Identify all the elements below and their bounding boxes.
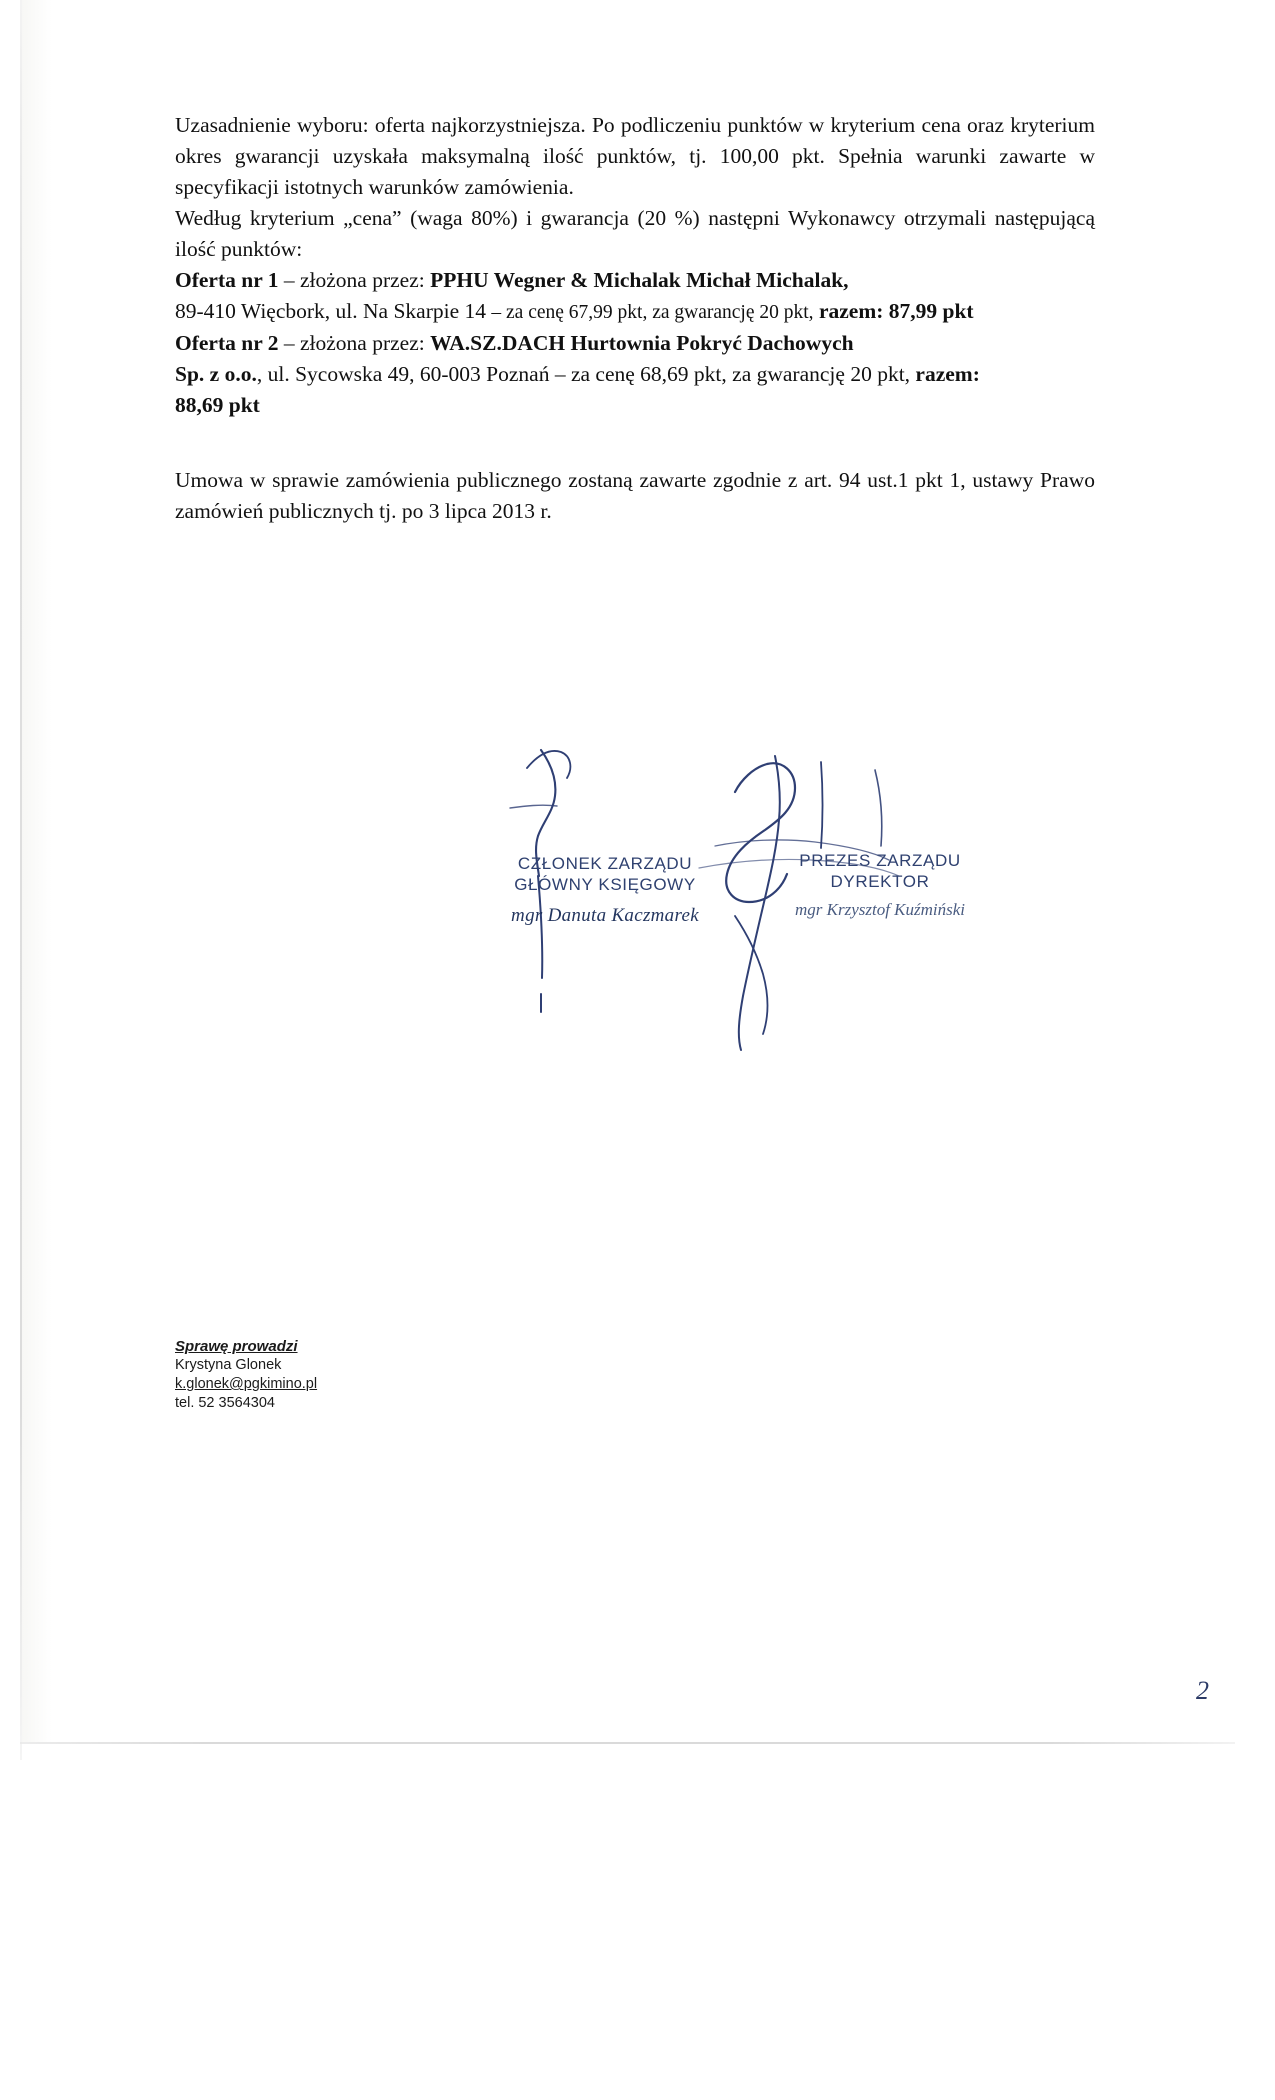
- paragraph-justification: Uzasadnienie wyboru: oferta najkorzystniejsza. Po podliczeniu punktów w kryterium cena oraz kryterium okres gwarancji uzyskała maksymalną ilość punktów, tj. 100,00 pkt. Spełnia warunki zawarte w specyfikacji istotnych warunków zamówienia.: [175, 113, 1095, 199]
- scan-edge-left: [20, 0, 22, 1760]
- offer-2-company-suffix: Sp. z o.o.: [175, 362, 257, 386]
- signature-zone: [175, 750, 1095, 1110]
- offer-1-label: Oferta nr 1: [175, 268, 279, 292]
- offer-2-company: WA.SZ.DACH Hurtownia Pokryć Dachowych: [430, 331, 854, 355]
- offer-1-dash: – złożona przez:: [283, 268, 425, 292]
- offer-1-company: PPHU Wegner & Michalak Michał Michalak,: [430, 268, 849, 292]
- offers-list: [175, 265, 1095, 421]
- signature-right-role-line1: PREZES ZARZĄDU: [799, 851, 961, 870]
- signature-right-role-line2: DYREKTOR: [830, 872, 930, 891]
- signature-left-name: mgr Danuta Kaczmarek: [511, 905, 699, 926]
- footer-person: Krystyna Glonek: [175, 1357, 282, 1373]
- page-number: 2: [1196, 1676, 1209, 1705]
- footer-lead: Sprawę prowadzi: [175, 1338, 298, 1355]
- document-body: [175, 110, 1095, 926]
- offer-1-price: – za cenę 67,99 pkt, za gwarancję 20 pkt,: [491, 302, 814, 323]
- signature-left-role-line1: CZŁONEK ZARZĄDU: [517, 854, 693, 873]
- offer-2-total-value: 88,69 pkt: [175, 393, 260, 417]
- footer-contact: [175, 1337, 317, 1413]
- footer-phone: tel. 52 3564304: [175, 1395, 275, 1411]
- offer-2-label: Oferta nr 2: [175, 331, 279, 355]
- offer-entry-1: [175, 265, 1095, 328]
- paragraph-closing: Umowa w sprawie zamówienia publicznego zostaną zawarte zgodnie z art. 94 ust.1 pkt 1, ustawy Prawo zamówień publicznych tj. po 3 lipca 2013 r.: [175, 468, 1095, 523]
- paragraph-criteria: Według kryterium „cena” (waga 80%) i gwarancja (20 %) następni Wykonawcy otrzymali następującą ilość punktów:: [175, 206, 1095, 261]
- handwritten-signature-ink: [175, 750, 1095, 1110]
- offer-2-total-label: razem:: [915, 362, 980, 386]
- signature-block-left: [480, 853, 730, 927]
- offer-1-address: 89-410 Więcbork, ul. Na Skarpie 14: [175, 299, 487, 323]
- scan-tint: [22, 0, 52, 1742]
- signature-right-name: mgr Krzysztof Kuźmiński: [794, 900, 966, 919]
- offer-entry-2: [175, 328, 1095, 421]
- scan-edge-bottom: [20, 1742, 1235, 1744]
- offer-2-dash: – złożona przez:: [283, 331, 425, 355]
- signature-left-role-line2: GŁÓWNY KSIĘGOWY: [514, 875, 696, 894]
- offer-2-price: – za cenę 68,69 pkt, za gwarancję 20 pkt,: [554, 362, 911, 386]
- footer-email: k.glonek@pgkimino.pl: [175, 1376, 318, 1392]
- offer-1-total: razem: 87,99 pkt: [818, 299, 974, 323]
- signature-block-right: [755, 850, 1005, 920]
- offer-2-address: , ul. Sycowska 49, 60-003 Poznań: [256, 362, 550, 386]
